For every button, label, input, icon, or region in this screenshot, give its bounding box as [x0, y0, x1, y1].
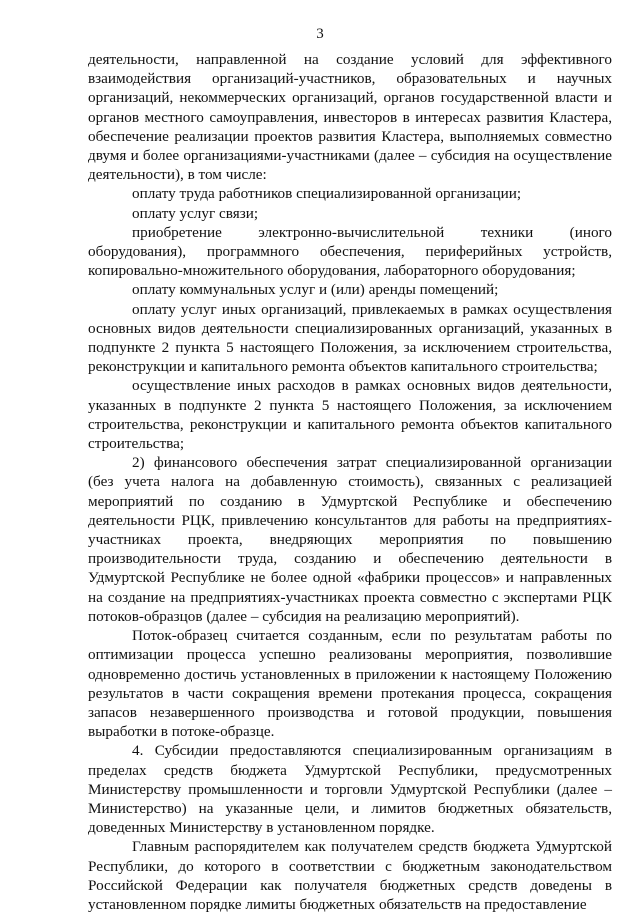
- paragraph: оплату услуг иных организаций, привлекаемых в рамках осуществления основных видов деятельности специализированных организаций, указанных в подпункте 2 пункта 5 настоящего Положения, за исключением строительства, реконструкции и капитального ремонта объектов капитального строительства;: [88, 300, 612, 376]
- paragraph: 4. Субсидии предоставляются специализированным организациям в пределах средств бюджета Удмуртской Республики, предусмотренных Министерству промышленности и торговли Удмуртской Республики (далее – Министерство) на указанные цели, и лимитов бюджетных обязательств, доведенных Министерству в установленном порядке.: [88, 742, 612, 837]
- paragraph: оплату коммунальных услуг и (или) аренды помещений;: [132, 281, 499, 299]
- paragraph: оплату услуг связи;: [132, 204, 259, 222]
- paragraph: Главным распорядителем как получателем средств бюджета Удмуртской Республики, до которого в соответствии с бюджетным законодательством Российской Федерации как получателя бюджетных средств доведены в установленном порядке лимиты бюджетных обязательств на предоставление: [88, 838, 612, 913]
- paragraph: 2) финансового обеспечения затрат специализированной организации (без учета налога на добавленную стоимость), связанных с реализацией мероприятий по созданию в Удмуртской Республике и обеспечению деятельности РЦК, привлечению консультантов для работы на предприятиях-участниках проекта, внедряющих мероприятия по повышению производительности труда, созданию и обеспечению деятельности в Удмуртской Республике не более одной «фабрики процессов» и направленных на создание на предприятиях-участниках проекта совместно с экспертами РЦК потоков-образцов (далее – субсидия на реализацию мероприятий).: [88, 454, 612, 625]
- paragraph: оплату труда работников специализированной организации;: [132, 185, 522, 203]
- paragraph: осуществление иных расходов в рамках основных видов деятельности, указанных в подпункте 2 пункта 5 настоящего Положения, за исключением строительства, реконструкции и капитального ремонта объектов капитального строительства;: [88, 377, 612, 453]
- document-body: [88, 50, 612, 914]
- paragraph: Поток-образец считается созданным, если по результатам работы по оптимизации процесса успешно реализованы мероприятия, позволившие одновременно достичь установленных в приложении к настоящему Положению результатов в части сокращения времени протекания процесса, сокращения запасов незавершенного производства и готовой продукции, повышения выработки в потоке-образце.: [88, 627, 612, 741]
- page-number: 3: [316, 26, 324, 42]
- paragraph: приобретение электронно-вычислительной техники (иного оборудования), программного обеспечения, периферийных устройств, копировально-множительного оборудования, лабораторного оборудования;: [88, 223, 612, 280]
- paragraph: деятельности, направленной на создание условий для эффективного взаимодействия организаций-участников, образовательных и научных организаций, некоммерческих организаций, органов государственной власти и органов местного самоуправления, инвесторов в интересах развития Кластера, обеспечение реализации проектов развития Кластера, выполняемых совместно двумя и более организациями-участниками (далее – субсидия на осуществление деятельности), в том числе:: [88, 51, 612, 184]
